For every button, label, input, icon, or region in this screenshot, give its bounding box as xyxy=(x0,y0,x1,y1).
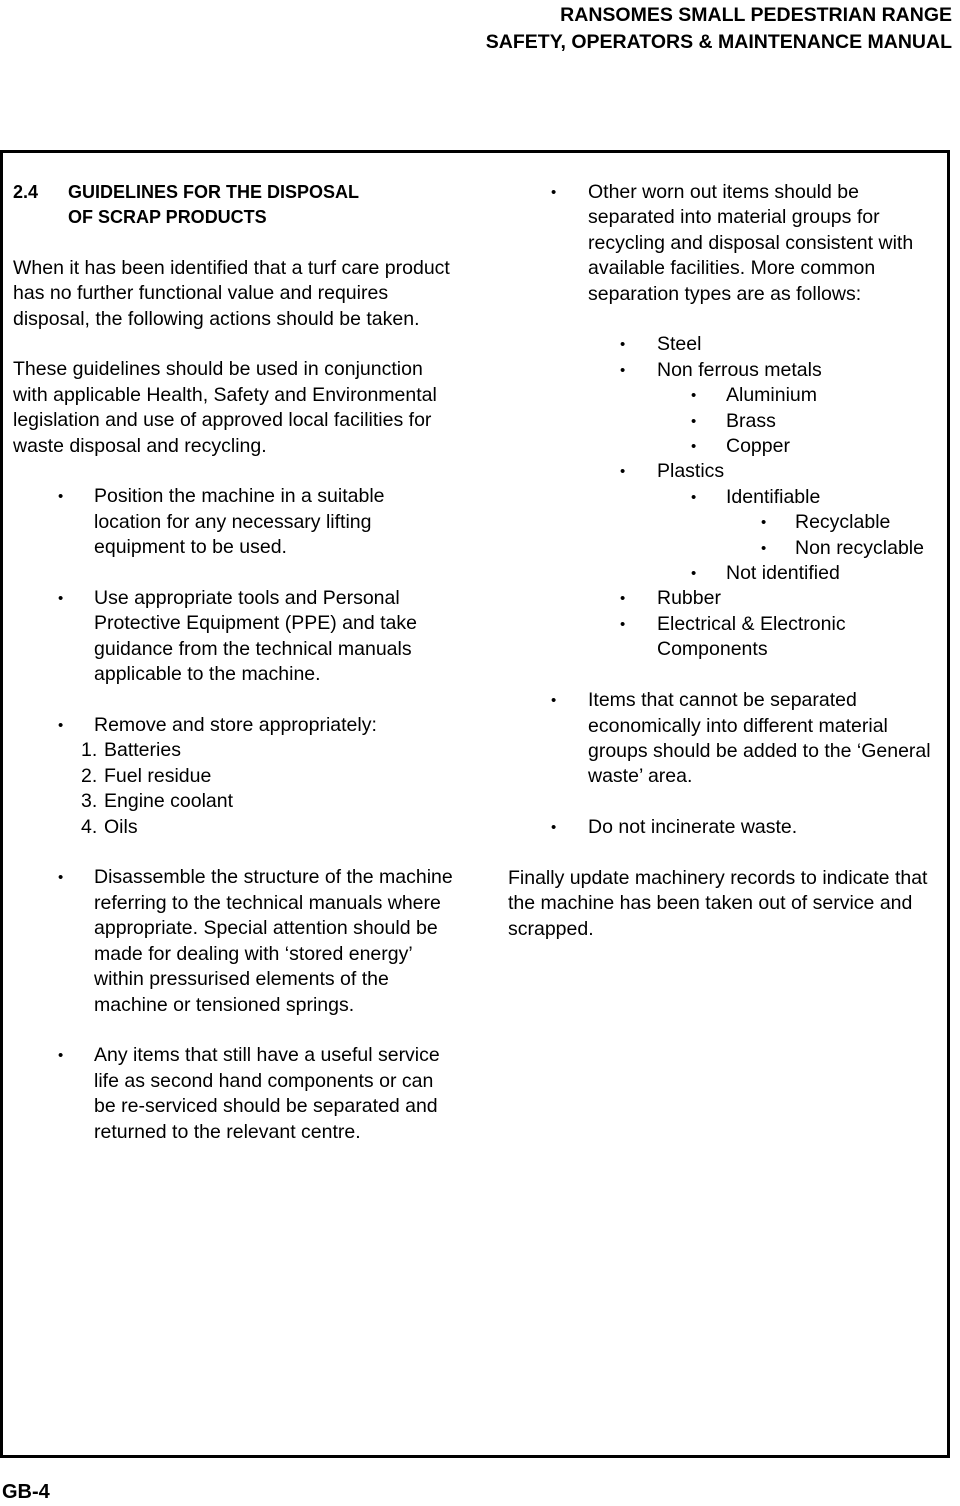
section-heading xyxy=(13,180,453,231)
list-item xyxy=(508,434,948,459)
list-item xyxy=(508,358,948,383)
bullet-text: Use appropriate tools and Personal Protective Equipment (PPE) and take guidance from the technical manuals applicable to the machine. xyxy=(94,587,417,686)
list-item xyxy=(508,485,948,510)
list-item xyxy=(508,510,948,535)
bullet-worn-items xyxy=(508,180,948,307)
bullet-useful-items xyxy=(13,1043,453,1145)
type-text: Electrical & Electronic Components xyxy=(657,612,846,661)
bullet-icon: • xyxy=(58,488,64,506)
bullet-no-incinerate xyxy=(508,815,948,840)
section-number: 2.4 xyxy=(13,182,39,202)
final-paragraph: Finally update machinery records to indicate that the machine has been taken out of service and scrapped. xyxy=(508,866,928,940)
bullet-icon: • xyxy=(691,387,697,405)
list-item xyxy=(508,586,948,611)
type-text: Plastics xyxy=(657,460,725,483)
bullet-position-machine xyxy=(13,484,453,560)
remove-items-list xyxy=(81,738,453,840)
list-item xyxy=(81,738,453,763)
bullet-icon: • xyxy=(620,336,626,354)
bullet-icon: • xyxy=(58,590,64,608)
item-text: Oils xyxy=(104,815,138,838)
bullet-text: Any items that still have a useful service life as second hand components or can be re-serviced should be separated and returned to the relevant centre. xyxy=(94,1044,440,1143)
bullet-remove-store xyxy=(13,713,453,840)
guidelines-paragraph: These guidelines should be used in conjunction with applicable Health, Safety and Environmental legislation and use of approved local facilities for waste disposal and recycling. xyxy=(13,358,437,457)
item-number: 4. xyxy=(81,815,98,838)
type-text: Not identified xyxy=(726,562,840,585)
list-item xyxy=(508,409,948,434)
header-title-line1: RANSOMES SMALL PEDESTRIAN RANGE xyxy=(560,4,952,26)
section-title-line1: GUIDELINES FOR THE DISPOSAL xyxy=(68,182,360,202)
page-number: GB-4 xyxy=(2,1481,50,1503)
bullet-text: Items that cannot be separated economically into different material groups should be added to the ‘General waste’ area. xyxy=(588,689,931,788)
left-column xyxy=(13,180,453,1170)
bullet-icon: • xyxy=(761,539,767,557)
bullet-icon: • xyxy=(691,565,697,583)
bullet-icon: • xyxy=(620,590,626,608)
bullet-icon: • xyxy=(761,514,767,532)
item-number: 1. xyxy=(81,739,98,762)
list-item xyxy=(81,789,453,814)
bullet-text: Do not incinerate waste. xyxy=(588,816,798,839)
type-text: Aluminium xyxy=(726,384,818,407)
bullet-icon: • xyxy=(691,412,697,430)
bullet-icon: • xyxy=(551,819,557,837)
bullet-icon: • xyxy=(620,463,626,481)
type-text: Copper xyxy=(726,435,790,458)
bullet-general-waste xyxy=(508,688,948,790)
list-item xyxy=(508,612,948,663)
content-frame xyxy=(0,150,950,1458)
section-title-line2: OF SCRAP PRODUCTS xyxy=(68,207,267,228)
separation-types-list xyxy=(508,332,948,662)
bullet-disassemble xyxy=(13,865,453,1017)
bullet-icon: • xyxy=(620,615,626,633)
bullet-icon: • xyxy=(58,1047,64,1065)
right-column xyxy=(508,180,948,968)
item-text: Fuel residue xyxy=(104,764,212,787)
bullet-icon: • xyxy=(691,488,697,506)
list-item xyxy=(508,561,948,586)
bullet-text: Other worn out items should be separated into material groups for recycling and disposal consistent with available facilities. More common separation types are as follows: xyxy=(588,181,914,305)
bullet-icon: • xyxy=(691,438,697,456)
type-text: Non ferrous metals xyxy=(657,358,822,381)
type-text: Steel xyxy=(657,333,702,356)
item-text: Batteries xyxy=(104,739,181,762)
item-number: 3. xyxy=(81,790,98,813)
list-item xyxy=(81,815,453,840)
header-title-line2: SAFETY, OPERATORS & MAINTENANCE MANUAL xyxy=(485,31,952,53)
bullet-icon: • xyxy=(58,717,64,735)
bullet-icon: • xyxy=(58,869,64,887)
type-text: Identifiable xyxy=(726,485,821,508)
bullet-icon: • xyxy=(620,361,626,379)
page-header xyxy=(486,2,952,56)
bullet-use-tools-ppe xyxy=(13,586,453,688)
list-item xyxy=(508,332,948,357)
bullet-text: Disassemble the structure of the machine referring to the technical manuals where appropriate. Special attention should be made for dealing with ‘stored energy’ within pressurised elements of the machine or tensioned springs. xyxy=(94,866,453,1016)
list-item xyxy=(508,459,948,484)
list-item xyxy=(81,764,453,789)
type-text: Brass xyxy=(726,409,776,432)
bullet-text: Position the machine in a suitable location for any necessary lifting equipment to be used. xyxy=(94,485,385,559)
list-item xyxy=(508,383,948,408)
type-text: Non recyclable xyxy=(795,536,924,559)
bullet-icon: • xyxy=(551,692,557,710)
bullet-text: Remove and store appropriately: xyxy=(94,714,377,737)
item-text: Engine coolant xyxy=(104,790,234,813)
bullet-icon: • xyxy=(551,184,557,201)
list-item xyxy=(508,536,948,561)
item-number: 2. xyxy=(81,764,98,787)
type-text: Rubber xyxy=(657,587,721,610)
type-text: Recyclable xyxy=(795,511,891,534)
intro-paragraph: When it has been identified that a turf care product has no further functional value and requires disposal, the following actions should be taken. xyxy=(13,256,450,330)
